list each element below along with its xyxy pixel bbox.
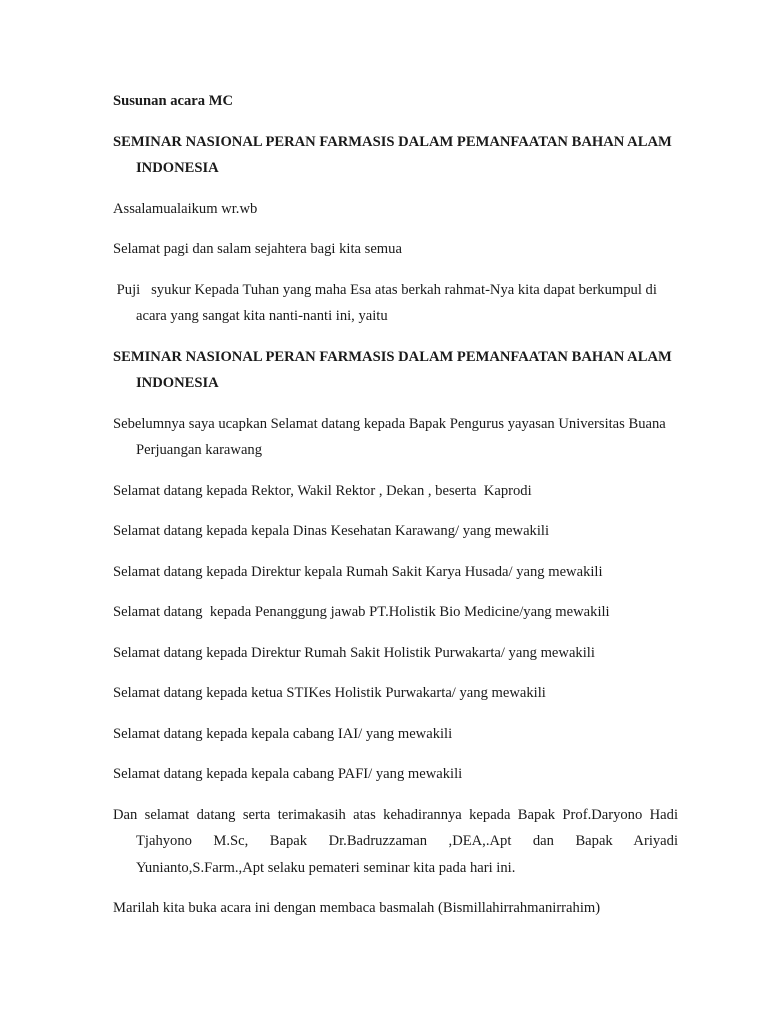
welcome-item: Selamat datang kepada Penanggung jawab PT.Holistik Bio Medicine/yang mewakili xyxy=(113,604,610,620)
welcome-item: Selamat datang kepada kepala cabang IAI/ yang mewakili xyxy=(113,725,453,742)
welcome-item: Selamat datang kepada ketua STIKes Holistik Purwakarta/ yang mewakili xyxy=(113,685,546,701)
document-title: Susunan acara MC xyxy=(113,93,234,109)
praise-paragraph: Puji syukur Kepada Tuhan yang maha Esa atas berkah rahmat-Nya kita dapat berkumpul di acara yang sangat kita nanti-nanti ini, yaitu xyxy=(113,281,661,324)
welcome-line: Selamat pagi dan salam sejahtera bagi kita semua xyxy=(113,241,402,257)
thanks-paragraph: Dan selamat datang serta terimakasih atas kehadirannya kepada Bapak Prof.Daryono Hadi Tjahyono M.Sc, Bapak Dr.Badruzzaman ,DEA,.Apt dan Bapak Ariyadi Yunianto,S.Farm.,Apt selaku pemateri seminar kita pada hari ini. xyxy=(113,806,678,876)
welcome-item: Selamat datang kepada Direktur Rumah Sakit Holistik Purwakarta/ yang mewakili xyxy=(113,644,595,661)
document-page xyxy=(113,88,678,936)
seminar-heading: SEMINAR NASIONAL PERAN FARMASIS DALAM PEMANFAATAN BAHAN ALAM INDONESIA xyxy=(113,133,672,176)
welcome-item: Selamat datang kepada Rektor, Wakil Rektor , Dekan , beserta Kaprodi xyxy=(113,482,532,499)
welcome-item: Selamat datang kepada kepala cabang PAFI/ yang mewakili xyxy=(113,766,463,782)
seminar-heading-repeat: SEMINAR NASIONAL PERAN FARMASIS DALAM PEMANFAATAN BAHAN ALAM INDONESIA xyxy=(113,348,672,391)
closing-line: Marilah kita buka acara ini dengan membaca basmalah (Bismillahirrahmanirrahim) xyxy=(113,900,601,916)
welcome-item: Selamat datang kepada kepala Dinas Kesehatan Karawang/ yang mewakili xyxy=(113,523,550,539)
welcome-item: Selamat datang kepada Direktur kepala Rumah Sakit Karya Husada/ yang mewakili xyxy=(113,563,603,580)
greeting-line: Assalamualaikum wr.wb xyxy=(113,200,258,217)
intro-paragraph: Sebelumnya saya ucapkan Selamat datang kepada Bapak Pengurus yayasan Universitas Buana Perjuangan karawang xyxy=(113,415,666,458)
